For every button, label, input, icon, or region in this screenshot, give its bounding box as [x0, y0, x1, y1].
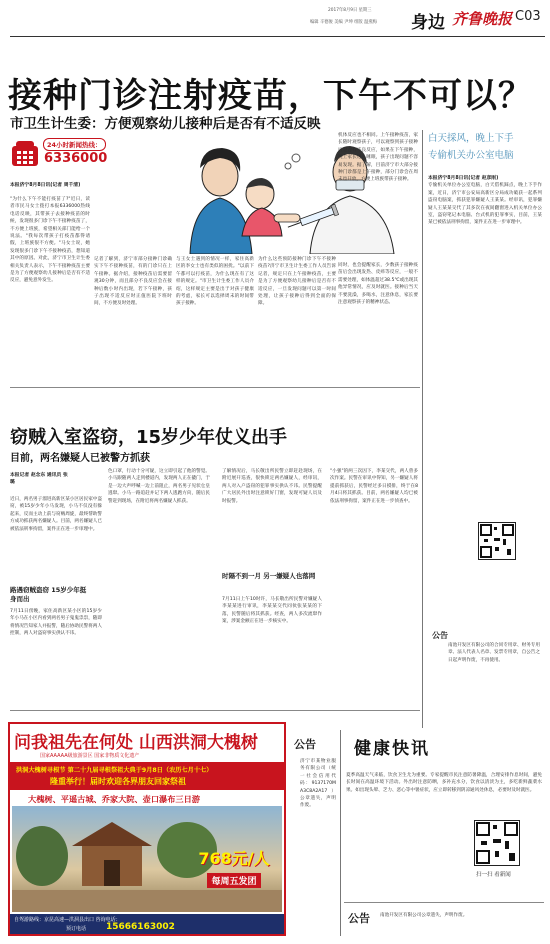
lead-column-5: 机体反应也不相同。上午接种疫苗，家长随时观察孩子，可以观察到孩子接种后是否有不良反应，如果在下午接种，晚上家长进入睡眠，孩子出现问题不容易发现。据了解，目前济宁市大部分接种门诊都是上午接种，部分门诊会在周末也开放，方便上班族带孩子接种。: [338, 133, 418, 183]
story2-byline: 本报记者 赵念东 通讯员 张璐: [10, 473, 68, 486]
lead-column-6: 同时，也会提醒家长，少数孩子接种疫苗后会出现发热、皮疹等反应，一般不需要处理，如体温超过38.5℃或出现其他异常情况，应及时就医。接种后当天不要洗澡，多喝水，注意休息，家长要注意观察孩子的精神状态。: [338, 263, 418, 306]
sidebar-brief: [428, 130, 542, 432]
lead-bottom-rule: [10, 387, 420, 388]
ad-line-1: 洪洞大槐树寻根节 第二十九届寻根祭祖大典于9月8日（农历七月十七）: [16, 767, 213, 774]
story2-headline: 窃贼入室盗窃，15岁少年仗义出手: [10, 427, 288, 448]
notice-b-text: 南池开发区有限公司公章遗失，声明作废。: [380, 913, 468, 918]
lead-column-2: 记者了解到，济宁市部分接种门诊确实下午不接种疫苗，有的门诊只在上午接种。据介绍，接种疫苗后需要留观30分钟，而且部分不良反应会在接种后数小时内出现，若下午接种，孩子出现不适反应时正值医院下班时间，不方便及时处理。: [94, 257, 172, 307]
sidebar-title-1: 白天採风，晚上下手: [428, 133, 514, 144]
ad-photo: [12, 806, 282, 912]
ad-route: 大槐树、平遥古城、乔家大院、壶口瀑布三日游: [28, 794, 200, 804]
ad-price-badge: [188, 846, 280, 896]
ad-subtitle: 国家AAAAA级旅游景区 国家非物质文化遗产: [40, 753, 140, 759]
lead-column-1: "为什么下午不能打疫苗了?"近日，读者市民马女士拨打本报6336000热线电话反映，其带孩子去接种疫苗的时候，发现很多门诊下午不接种疫苗了，不方便上班族，希望相关部门能给一个说法。"我每次带孩子打疫苗都得请假，上班族很不方便。"马女士说，她发现很多门诊下午不接种疫苗，想知道其中的原因。对此，济宁市卫生计生委相关负责人表示，下午不接种疫苗主要是为了方便观察幼儿接种后是否有不适反应，避免意外发生。: [10, 197, 90, 284]
health-qr-icon: [474, 820, 520, 866]
ad-banner: [10, 762, 284, 790]
notice-c-text: 南池开发区有限公司的合同专用章、财务专用章、法人代表人名章、发票专用章，自公告之日起声明作废，不再使用。: [448, 643, 540, 663]
header-rule: [10, 36, 545, 37]
story2-subheading-2: 时隔不到一月 另一嫌疑人也落网: [222, 572, 316, 580]
ad-price-note: 每周五发团: [207, 873, 260, 888]
hotline-number: 6336000: [44, 151, 108, 166]
notice-a-text: 济宁市某物业服务有限公司（统一社会信用代码：9137170MA3C8A2A17）公章遗失，声明作废。: [300, 759, 336, 809]
story2-subheading-1: 路遇窃贼盗窃 15岁少年挺身而出: [10, 586, 87, 603]
hotline-box: [10, 134, 108, 176]
lead-byline: 本报济宁8月8日讯(记者 周千清): [10, 183, 81, 188]
page-header: [0, 0, 550, 40]
health-text: 夏季高温天气来临，饮食卫生尤为重要。专家提醒市民注意防暑降温，合理安排作息时间，避免长时间在高温环境下活动。外出时注意防晒，多补充水分，饮食以清淡为主，多吃新鲜蔬菜水果。如出现头晕、乏力、恶心等中暑症状，应立即转移到阴凉通风处休息，必要时及时就医。: [346, 773, 542, 793]
notice-b-rule: [344, 902, 544, 903]
story2-subhead: 目前，两名嫌疑人已被警方抓获: [10, 453, 150, 464]
tourism-ad[interactable]: [8, 722, 286, 936]
ad-price: 768元/人: [198, 849, 270, 868]
section-name: 身边: [411, 13, 445, 33]
story2-column-4: "小强"的两三次因下，李某交代，两人曾多次作案。民警在审讯中得知，另一嫌疑人将提前抓获后，民警经过多日摸排，终于在8月4日将其抓获。目前，两名嫌疑人均已被依法刑事拘留，案件正在进一步侦查中。: [330, 469, 418, 504]
notice-c-label: 公告: [432, 631, 448, 640]
health-title: 健康快讯: [354, 739, 430, 759]
lead-headline: 接种门诊注射疫苗，下午不可以？: [8, 76, 533, 116]
ad-line-2: 隆重举行！届时欢迎各界朋友回家祭祖: [50, 777, 186, 786]
ad-footer: [10, 914, 284, 934]
story2-column-1: 近日，两名男子溜进高新区某小区居民家中盗窃，被15岁少年小马发现，小马不仅没有躲起来，反而主动上前与窃贼周旋，最终帮助警方成功抓获两名嫌疑人。目前，两名嫌疑人已被依法刑事拘留，案件正在进一步审理中。: [10, 497, 102, 532]
story2-column-2: 色口罩，行动十分可疑，这立即引起了他的警觉。小马跟随两人走到楼道内，发现两人正在撬门，于是一边大声呼喊一边上前阻止，两名男子见状仓皇逃窜。小马一路追赶并记下两人逃跑方向，随后民警赶到现场，在附近将两名嫌疑人抓获。: [108, 469, 210, 504]
date-line: 2017年8月9日 星期三: [328, 8, 372, 13]
lead-column-3: 与王女士遇到的情况一样，家住高新区的李女士也有类似的困扰。"以前下午都可以打疫苗，为什么现在有了这样的规定。"市卫生计生委工作人员介绍，这样规定主要是出于对孩子健康的考虑，家长可以选择周末的时间带孩子接种。: [176, 257, 254, 307]
story2-column-3b: 7月11日上午10时许，马长敬出所民警对嫌疑人李某某进行审讯，李某某交代同伙张某某的下落，民警随后将其抓获。经查，两人多次流窜作案，涉案金额正在进一步核实中。: [222, 597, 322, 625]
lead-subhead: 市卫生计生委：方便观察幼儿接种后是否有不适反映: [10, 116, 321, 132]
paper-logo: 齐鲁晚报: [452, 10, 513, 28]
story2-column-1b: 7月11日傍晚，家住高新区某小区的15岁少年小马在小区内看到两名男子鬼鬼祟祟，随即将情况告知家人并报警，随后协助民警将两人控制，两人对盗窃事实供认不讳。: [10, 609, 102, 637]
page-number: C03: [515, 9, 541, 24]
lead-column-4: 为什么这些预防接种门诊下午不接种疫苗?济宁市卫生计生委工作人员告诉记者，规定只在上午接种疫苗，主要是为了方便观察幼儿接种后是否有不适反应，一旦发现问题可以第一时间处理，让孩子接种后得到全面的保障。: [258, 257, 336, 307]
notice-a-label: 公告: [294, 738, 316, 751]
story2-column-3: 了解情况后，马长敬出所民警立即赶赴现场，在附近展开巡查，很快锁定两名嫌疑人，经审讯，两人对入户盗窃的犯罪事实供认不讳。民警提醒广大居民外出时注意锁好门窗，发现可疑人员及时报警。: [222, 469, 322, 504]
story2-bottom-rule: [10, 710, 420, 711]
hotline-label: 24小时新闻热线：: [43, 138, 106, 151]
ad-booking-label: 预订电话: [66, 926, 87, 932]
sidebar-text: 专偷机关单位办公室电脑，白天借机踩点，晚上下手作案，近日，济宁市公安局高新区分局成功破获一起系列盗窃电脑案，抓获犯罪嫌疑人王某某。经审讯，犯罪嫌疑人王某某交代了其多次在夜间翻窗进入机关单位办公室，盗窃笔记本电脑、台式机的犯罪事实，目前，王某某已被依法刑事拘留，案件正在进一步审理中。: [428, 183, 542, 226]
notice-divider: [340, 730, 341, 936]
sidebar-byline: 本报济宁8月8日讯(记者 赵彦刚): [428, 176, 499, 181]
ad-phone[interactable]: 15666163002: [106, 922, 175, 932]
health-text-cont: [346, 810, 464, 896]
sidebar-qr-icon: [478, 522, 516, 560]
sidebar-title-2: 专偷机关办公室电脑: [428, 150, 514, 161]
ad-footer-text: 自驾游路线：京昆高速—洪洞县出口 咨询电话：: [14, 917, 121, 923]
lead-sidebar-divider: [422, 130, 423, 728]
phone-icon: [10, 138, 40, 170]
staff-line: 编辑 辛德俊 美编 尹坤 组版 温燕梅: [310, 20, 377, 25]
health-qr-label: 扫一扫 看新闻: [476, 872, 511, 878]
ad-title: 问我祖先在何处 山西洪洞大槐树: [14, 733, 258, 753]
notice-b-label: 公告: [348, 912, 370, 925]
